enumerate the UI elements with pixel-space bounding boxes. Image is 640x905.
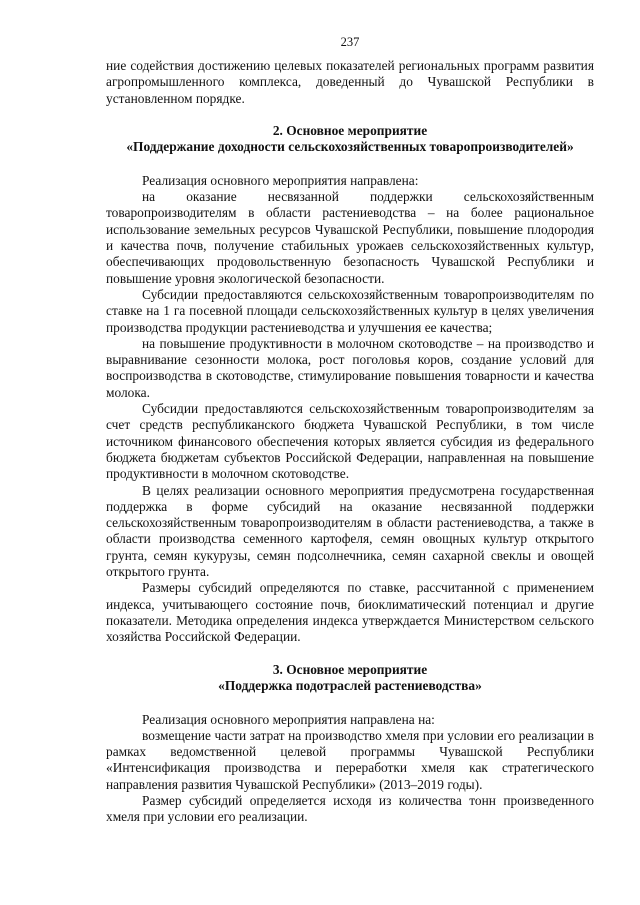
spacer: [106, 107, 594, 123]
section-2-heading: [106, 123, 594, 156]
section-3-title-name: «Поддержка подотраслей растениеводства»: [218, 678, 482, 693]
section-2-title-name: «Поддержание доходности сельскохозяйственных товаропроизводителей»: [126, 139, 574, 155]
section-2-paragraph: на повышение продуктивности в молочном скотоводстве – на производство и выравнивание сезонности молока, рост поголовья коров, создание условий для воспроизводства в скотоводстве, стимулирование повышения товарности и качества молока.: [106, 335, 594, 400]
section-3-paragraph: Размер субсидий определяется исходя из количества тонн произведенного хмеля при условии его реализации.: [106, 792, 594, 825]
section-2-paragraph: Реализация основного мероприятия направлена:: [142, 172, 419, 188]
spacer: [106, 646, 594, 662]
spacer: [106, 695, 594, 712]
intro-paragraph: ние содействия достижению целевых показателей региональных программ развития агропромышленного комплекса, доведенный до Чувашской Республики в установленном порядке.: [106, 58, 594, 106]
section-3-title-number: 3. Основное мероприятие: [272, 661, 428, 677]
page-number: 237: [340, 35, 360, 49]
section-3-heading: [106, 662, 594, 695]
section-2-title-number: 2. Основное мероприятие: [272, 122, 428, 138]
section-2-paragraph: Размеры субсидий определяются по ставке, рассчитанной с применением индекса, учитывающего состояние почв, биоклиматический потенциал и другие показатели. Методика определения индекса утверждается Министерством сельского хозяйства Российской Федерации.: [106, 580, 594, 645]
document-page: [106, 34, 594, 826]
section-3-paragraph: Реализация основного мероприятия направлена на:: [142, 711, 435, 727]
section-2-paragraph: на оказание несвязанной поддержки сельскохозяйственным товаропроизводителям в области растениеводства – на более рациональное использование земельных ресурсов Чувашской Республики, повышение плодородия и качества почв, получение стабильных урожаев сельскохозяйственных культур, обеспечивающих продовольственную безопасность Чувашской Республики и повышение уровня экологической безопасности.: [106, 189, 594, 286]
spacer: [106, 156, 594, 173]
section-2-paragraph: Субсидии предоставляются сельскохозяйственным товаропроизводителям за счет средств республиканского бюджета Чувашской Республики, в том числе источником финансового обеспечения которых является субсидия из федерального бюджета бюджетам субъектов Российской Федерации, направленная на повышение продуктивности в молочном скотоводстве.: [106, 401, 594, 482]
section-3-paragraph: возмещение части затрат на производство хмеля при условии его реализации в рамках ведомственной целевой программы Чувашской Республики «Интенсификация производства и переработки хмеля как стратегического направления развития Чувашской Республики» (2013–2019 годы).: [106, 727, 594, 792]
section-2-paragraph: Субсидии предоставляются сельскохозяйственным товаропроизводителям по ставке на 1 га посевной площади сельскохозяйственных культур в целях увеличения производства продукции растениеводства и улучшения ее качества;: [106, 286, 594, 335]
section-2-paragraph: В целях реализации основного мероприятия предусмотрена государственная поддержка в форме субсидий на оказание несвязанной поддержки сельскохозяйственным товаропроизводителям в области растениеводства, а также в области производства семенного картофеля, семян овощных культур открытого грунта, семян кукурузы, семян подсолнечника, семян сахарной свеклы и овощей открытого грунта.: [106, 482, 594, 580]
